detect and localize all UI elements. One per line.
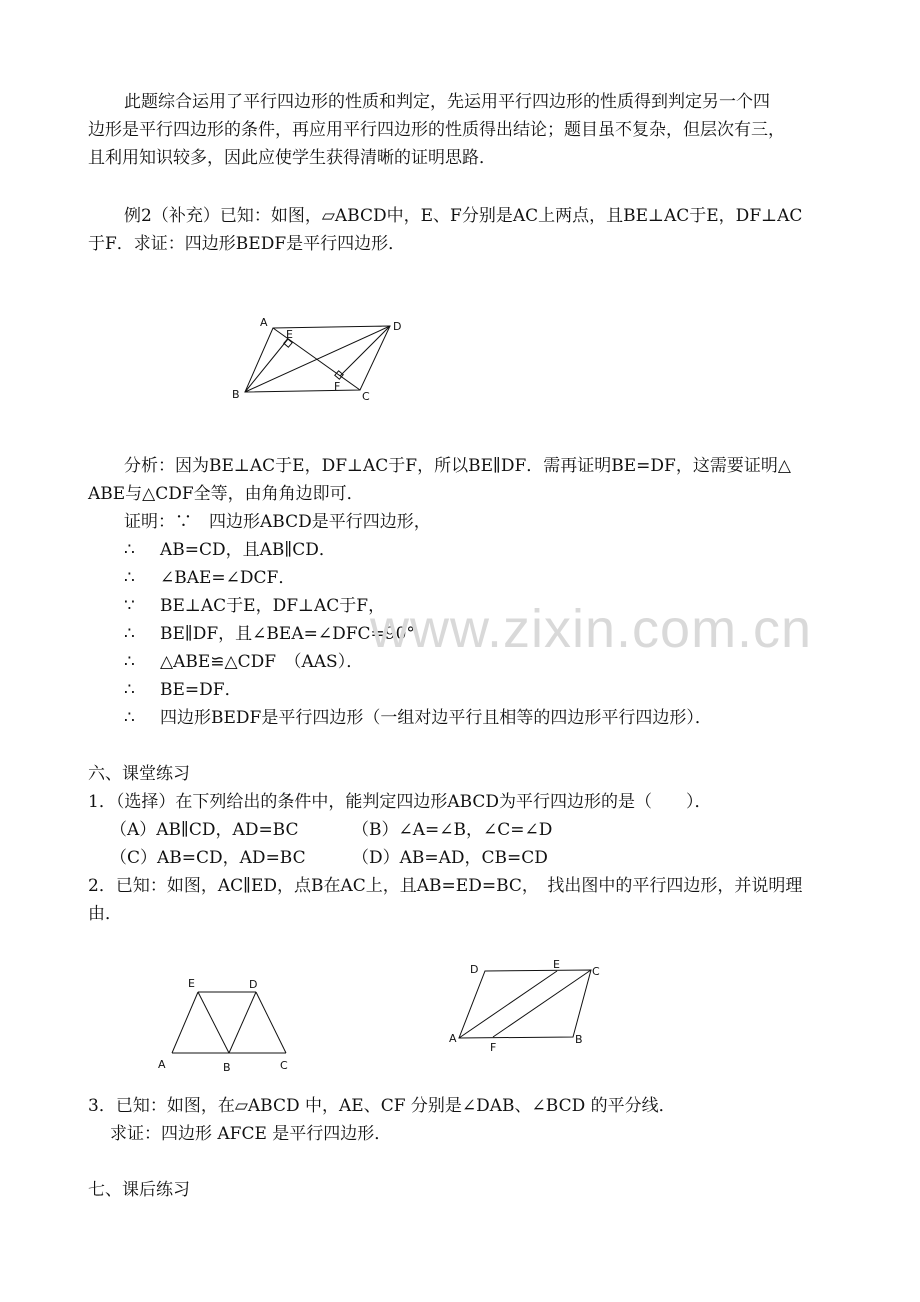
q1-stem: 1．（选择）在下列给出的条件中，能判定四边形ABCD为平行四边形的是（ ）． (88, 792, 712, 812)
analysis2-line-1: 分析：因为BE⊥AC于E，DF⊥AC于F，所以BE∥DF．需再证明BE=DF，这需要证明△ (124, 456, 791, 476)
proof-symbol: ∴ (124, 680, 135, 700)
q2-line-1: 2．已知：如图，AC∥ED，点B在AC上，且AB=ED=BC， 找出图中的平行四边形，并说明理 (88, 876, 803, 896)
proof-step (124, 676, 242, 704)
proof-head: 证明：∵ 四边形ABCD是平行四边形， (124, 512, 431, 532)
fig1-label-b: B (232, 388, 240, 401)
proof-symbol: ∵ (124, 596, 135, 616)
fig1-label-c: C (362, 390, 370, 403)
figure-parallelogram-bisectors (440, 958, 610, 1063)
proof-symbol: ∴ (124, 540, 135, 560)
q1-option-b: （B）∠A=∠B，∠C=∠D (352, 820, 553, 840)
fig2-label-b: B (223, 1061, 231, 1074)
fig3-label-f: F (490, 1041, 497, 1054)
figure-trapezoid-abcde (150, 970, 300, 1083)
proof-text: ∠BAE=∠DCF． (160, 568, 296, 588)
proof-step (124, 704, 712, 732)
proof-step (124, 536, 336, 564)
example2-line-2: 于F．求证：四边形BEDF是平行四边形． (88, 234, 406, 254)
proof-symbol: ∴ (124, 624, 135, 644)
proof-symbol: ∴ (124, 708, 135, 728)
figure-parallelogram-abcd (232, 308, 420, 413)
fig1-label-f: F (334, 380, 341, 393)
proof-step (124, 564, 295, 592)
proof-text: BE∥DF，且∠BEA=∠DFC=90°． (160, 624, 432, 644)
proof-text: BE=DF． (160, 680, 242, 700)
proof-text: △ABE≌△CDF （AAS）． (160, 652, 364, 672)
fig1-label-e: E (286, 328, 293, 341)
proof-text: BE⊥AC于E，DF⊥AC于F， (160, 596, 386, 616)
fig2-label-e: E (188, 977, 195, 990)
q1-option-d: （D）AB=AD，CB=CD (352, 848, 548, 868)
fig2-label-a: A (158, 1058, 166, 1071)
proof-text: 四边形BEDF是平行四边形（一组对边平行且相等的四边形平行四边形）． (160, 708, 712, 728)
proof-step (124, 648, 363, 676)
example2-line-1: 例2（补充）已知：如图，▱ABCD中，E、F分别是AC上两点，且BE⊥AC于E，DF⊥AC (124, 206, 803, 226)
watermark: www.zixin.com.cn (370, 599, 813, 659)
fig2-label-d: D (249, 978, 258, 991)
fig1-label-d: D (393, 320, 402, 333)
proof-text: AB=CD，且AB∥CD． (160, 540, 336, 560)
proof-step (124, 592, 385, 620)
q1-option-c: （C）AB=CD，AD=BC (110, 848, 306, 868)
proof-symbol: ∴ (124, 652, 135, 672)
q2-line-2: 由． (88, 904, 122, 924)
analysis-line-2: 边形是平行四边形的条件，再应用平行四边形的性质得出结论；题目虽不复杂，但层次有三， (88, 120, 785, 140)
q3-line-2: 求证：四边形 AFCE 是平行四边形． (110, 1124, 392, 1144)
q1-option-a: （A）AB∥CD，AD=BC (110, 820, 299, 840)
fig3-label-a: A (449, 1032, 457, 1045)
analysis-line-1: 此题综合运用了平行四边形的性质和判定，先运用平行四边形的性质得到判定另一个四 (124, 92, 770, 112)
fig3-label-e: E (553, 958, 560, 971)
fig3-label-c: C (592, 965, 600, 978)
section-7-heading: 七、课后练习 (88, 1180, 190, 1200)
analysis-line-3: 且利用知识较多，因此应使学生获得清晰的证明思路． (88, 148, 496, 168)
fig2-label-c: C (280, 1059, 288, 1072)
proof-symbol: ∴ (124, 568, 135, 588)
analysis2-line-2: ABE与△CDF全等，由角角边即可． (88, 484, 364, 504)
fig1-label-a: A (260, 316, 268, 329)
fig3-label-b: B (575, 1033, 583, 1046)
fig3-label-d: D (470, 963, 479, 976)
q3-line-1: 3．已知：如图，在▱ABCD 中，AE、CF 分别是∠DAB、∠BCD 的平分线． (88, 1096, 676, 1116)
section-6-heading: 六、课堂练习 (88, 764, 190, 784)
